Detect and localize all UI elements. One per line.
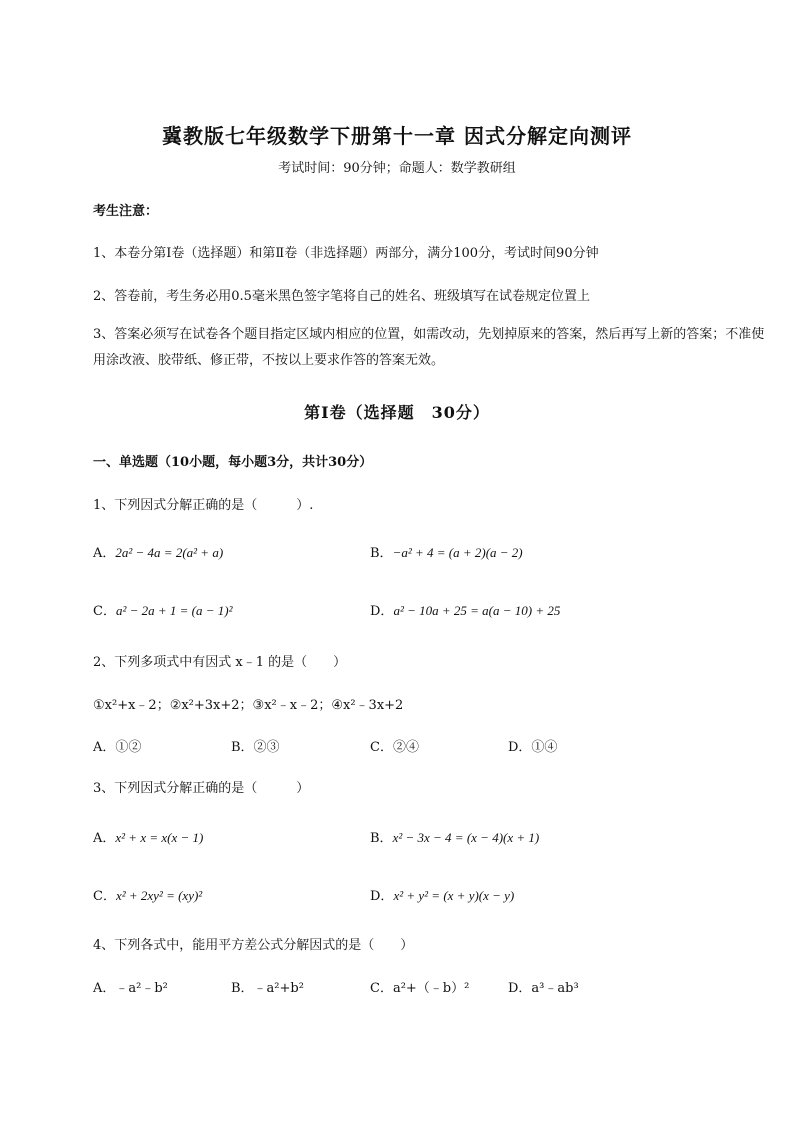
- notice-item-1: 1、本卷分第I卷（选择题）和第Ⅱ卷（非选择题）两部分，满分100分，考试时间90分钟: [93, 246, 599, 261]
- q3-option-c[interactable]: [93, 885, 202, 904]
- option-label: A．: [93, 831, 116, 846]
- q4-option-b[interactable]: B．﹣a²+b²: [231, 981, 304, 996]
- q4-option-c[interactable]: C．a²+（﹣b）²: [370, 981, 470, 996]
- option-label: D．: [370, 604, 394, 619]
- q3-option-d-formula: x² + y² = (x + y)(x − y): [393, 888, 515, 903]
- q2-option-c[interactable]: C．②④: [370, 740, 419, 755]
- q1-option-b-formula: −a² + 4 = (a + 2)(a − 2): [392, 545, 523, 560]
- question-3-stem: 3、下列因式分解正确的是（ ）: [93, 781, 310, 796]
- q1-option-a-formula: 2a² − 4a = 2(a² + a): [115, 545, 224, 560]
- q3-option-b[interactable]: [370, 827, 539, 846]
- option-label: B．: [370, 831, 393, 846]
- q2-option-a[interactable]: A．①②: [93, 740, 142, 755]
- q3-option-d[interactable]: [370, 885, 514, 904]
- exam-title: 冀教版七年级数学下册第十一章 因式分解定向测评: [162, 124, 632, 148]
- question-4-stem: 4、下列各式中，能用平方差公式分解因式的是（ ）: [93, 938, 414, 953]
- option-label: C．: [93, 889, 116, 904]
- section-title: 第I卷（选择题 30分）: [304, 403, 490, 422]
- q2-option-d[interactable]: D．①④: [508, 740, 558, 755]
- q1-option-c-formula: a² − 2a + 1 = (a − 1)²: [115, 603, 233, 618]
- part-heading: 一、单选题（10小题，每小题3分，共计30分）: [93, 455, 373, 470]
- q1-option-c[interactable]: [93, 600, 233, 619]
- q1-option-b[interactable]: [370, 542, 523, 561]
- q1-option-d-formula: a² − 10a + 25 = a(a − 10) + 25: [393, 603, 561, 618]
- q3-option-b-formula: x² − 3x − 4 = (x − 4)(x + 1): [392, 830, 540, 845]
- q3-option-c-formula: x² + 2xy² = (xy)²: [115, 888, 203, 903]
- option-label: D．: [370, 889, 394, 904]
- question-2-stem: 2、下列多项式中有因式 x﹣1 的是（ ）: [93, 655, 347, 670]
- q4-option-a[interactable]: A．﹣a²﹣b²: [93, 981, 168, 996]
- q3-option-a[interactable]: [93, 827, 203, 846]
- notice-item-2: 2、答卷前，考生务必用0.5毫米黑色签字笔将自己的姓名、班级填写在试卷规定位置上: [93, 289, 590, 304]
- q3-option-a-formula: x² + x = x(x − 1): [115, 830, 204, 845]
- notice-item-3: 3、答案必须写在试卷各个题目指定区域内相应的位置，如需改动，先划掉原来的答案，然后再写上新的答案；不准使用涂改液、胶带纸、修正带，不按以上要求作答的答案无效。: [93, 327, 765, 368]
- question-1-stem: 1、下列因式分解正确的是（ ）.: [93, 498, 314, 513]
- q1-option-a[interactable]: [93, 542, 223, 561]
- option-label: C．: [93, 604, 116, 619]
- question-2-polynomials: ①x²+x﹣2；②x²+3x+2；③x²﹣x﹣2；④x²﹣3x+2: [93, 698, 404, 713]
- option-label: A．: [93, 546, 116, 561]
- q4-option-d[interactable]: D．a³﹣ab³: [508, 981, 579, 996]
- q1-option-d[interactable]: [370, 600, 560, 619]
- q2-option-b[interactable]: B．②③: [231, 740, 280, 755]
- option-label: B．: [370, 546, 393, 561]
- notice-heading: 考生注意：: [93, 204, 159, 219]
- exam-subtitle: 考试时间：90分钟；命题人：数学教研组: [278, 161, 516, 176]
